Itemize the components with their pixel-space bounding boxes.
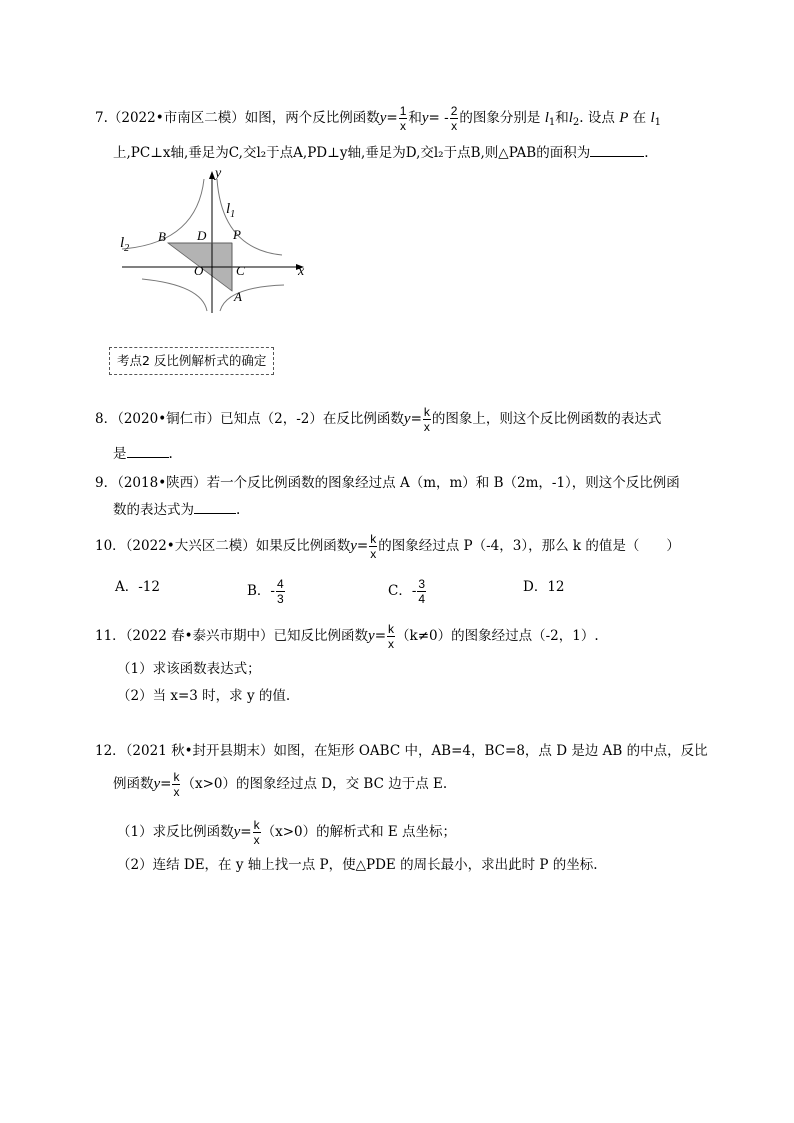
q10-fraction: $\frac{k}{x}$	[370, 532, 377, 561]
label-C: C	[236, 263, 245, 278]
q10-line1: 10．（2022•大兴区二模）如果反比例函数y= $\frac{k}{x}$ 的图象经过点 P（-4，3），那么 k 的值是（ ）	[95, 532, 680, 561]
label-D: D	[197, 228, 207, 243]
q8-fraction: $\frac{k}{x}$	[423, 405, 430, 434]
label-l2: $l_2$	[120, 235, 130, 254]
section-title: 考点2 反比例解析式的确定	[117, 353, 267, 368]
q12-line2: 例函数y= $\frac{k}{x}$ （x>0）的图象经过点 D，交 BC 边于点 E.	[113, 770, 448, 799]
q11-sub1: （1）求该函数表达式；	[117, 661, 261, 677]
q10-option-d[interactable]: D．12	[523, 579, 565, 595]
q10-option-b[interactable]: B．- $\frac{4}{3}$	[247, 577, 284, 606]
section-title-box	[109, 347, 274, 375]
q12-line1: 12．（2021 秋•封开县期末）如图，在矩形 OABC 中，AB=4，BC=8，点 D 是边 AB 的中点，反比	[95, 743, 708, 759]
q7-line1: 7.（2022•市南区二模）如图，两个反比例函数y= $\frac{1}{x}$ 和y= - $\frac{2}{x}$ 的图象分别是 $l_1$和$l_2$. 设点 P 在 $l_1$	[95, 104, 661, 133]
label-A: A	[234, 289, 242, 304]
q8-line2: 是 .	[113, 443, 173, 464]
label-O: O	[194, 263, 204, 278]
label-y: y	[215, 166, 222, 181]
label-l1: $l_1$	[226, 201, 236, 220]
var-y: y	[379, 110, 387, 126]
q7-fraction-1: $\frac{1}{x}$	[399, 104, 407, 133]
q9-line1: 9．（2018•陕西）若一个反比例函数的图象经过点 A（m，m）和 B（2m，-1），则这个反比例函	[95, 475, 680, 491]
q10-option-c[interactable]: C．- $\frac{3}{4}$	[388, 577, 426, 606]
answer-blank[interactable]	[194, 499, 236, 514]
q12-sub1: （1）求反比例函数y= $\frac{k}{x}$ （x>0）的解析式和 E 点坐标；	[117, 818, 457, 847]
q9-line2: 数的表达式为 .	[113, 499, 240, 520]
q7-fraction-2: $\frac{2}{x}$	[450, 104, 458, 133]
label-B: B	[158, 229, 166, 244]
label-x: x	[298, 264, 305, 279]
q8-line1: 8．（2020•铜仁市）已知点（2，-2）在反比例函数y= $\frac{k}{x}$ 的图象上，则这个反比例函数的表达式	[95, 405, 662, 434]
q7-text-2: 上,PC⊥x轴,垂足为C,交l₂于点A,PD⊥y轴,垂足为D,交l₂于点B,则△PAB的面积为	[113, 145, 591, 161]
q12-sub2: （2）连结 DE，在 y 轴上找一点 P，使△PDE 的周长最小，求出此时 P 的坐标.	[117, 857, 598, 873]
answer-blank[interactable]	[127, 443, 169, 458]
q11-fraction: $\frac{k}{x}$	[388, 622, 395, 651]
curve-l1-q3	[142, 279, 207, 311]
q12-fraction: $\frac{k}{x}$	[173, 770, 180, 799]
hyperbola-figure	[112, 165, 312, 315]
label-P: P	[233, 227, 241, 242]
answer-blank[interactable]	[590, 142, 644, 157]
q11-line1: 11．（2022 春•泰兴市期中）已知反比例函数y= $\frac{k}{x}$ （k≠0）的图象经过点（-2，1）.	[95, 622, 599, 651]
q7-line2: 上,PC⊥x轴,垂足为C,交l₂于点A,PD⊥y轴,垂足为D,交l₂于点B,则△PAB的面积为 .	[113, 142, 649, 163]
q10-option-a[interactable]: A．-12	[115, 579, 160, 595]
q7-text: 7.（2022•市南区二模）如图，两个反比例函数	[95, 110, 380, 126]
q11-sub2: （2）当 x=3 时，求 y 的值.	[117, 688, 291, 704]
